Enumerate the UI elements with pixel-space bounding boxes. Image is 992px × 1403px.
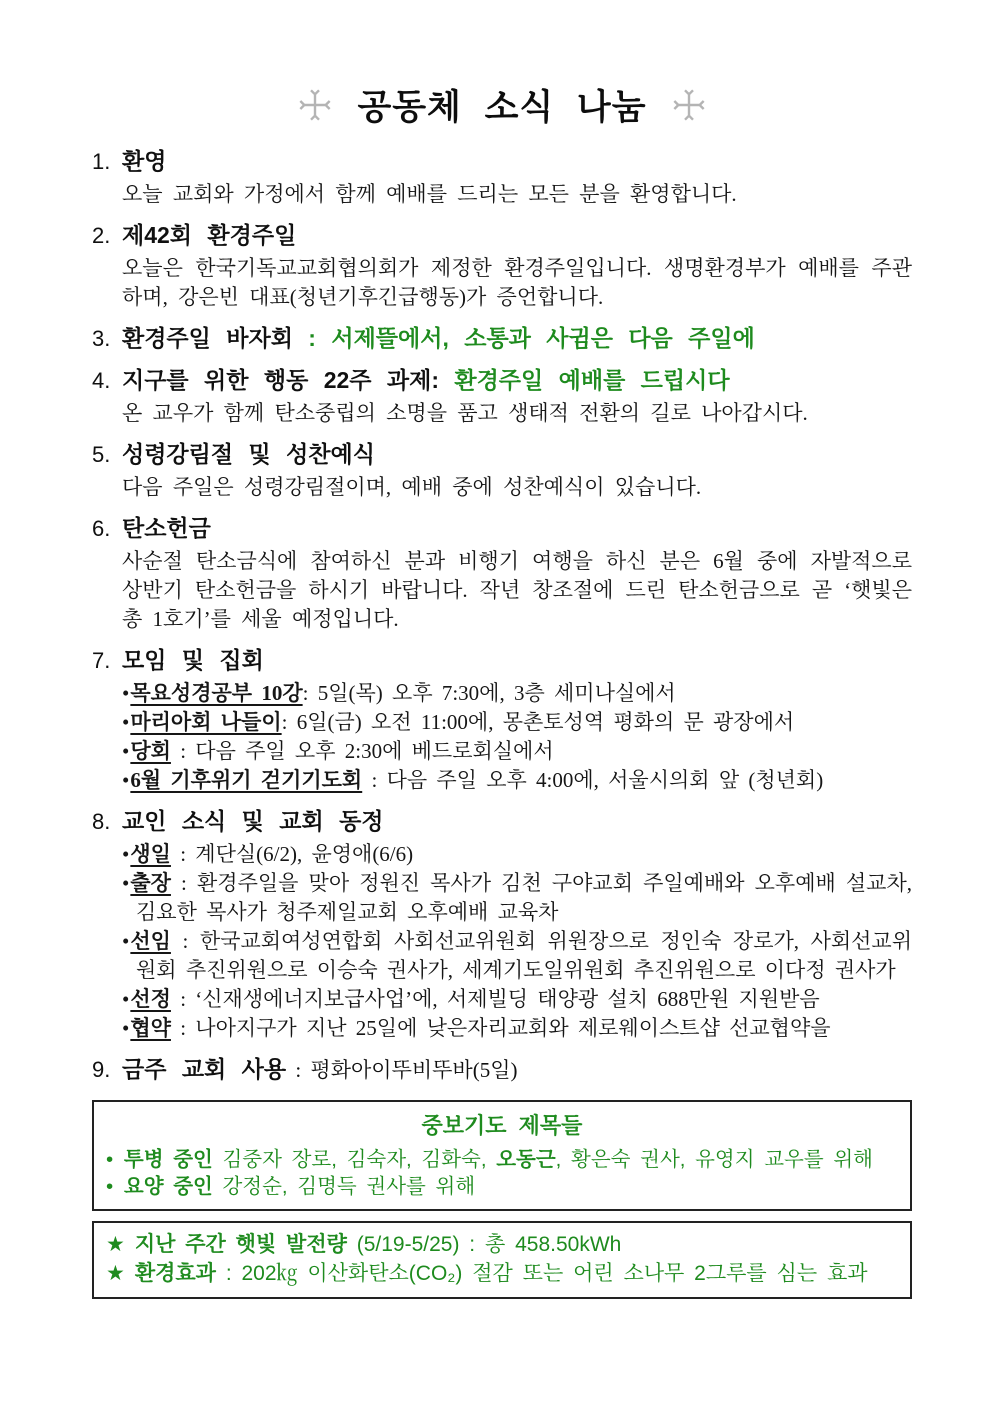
page-title: 공동체 소식 나눔 <box>357 88 647 127</box>
list-item <box>122 679 912 708</box>
item-heading: 금주 교회 사용 : 평화아이뚜비뚜바(5일) <box>122 1056 518 1082</box>
bullet-list <box>122 840 912 1043</box>
item-body: 온 교우가 함께 탄소중립의 소명을 품고 생태적 전환의 길로 나아갑시다. <box>122 401 808 425</box>
list-item <box>122 708 912 737</box>
item-heading-row <box>92 146 912 177</box>
item-heading: 탄소헌금 <box>122 515 211 541</box>
item-number: 4. <box>92 368 111 393</box>
item-heading-row <box>92 513 912 544</box>
bullet-list <box>122 679 912 795</box>
bullet-text: 계단실(6/2), 윤영애(6/6) <box>195 842 414 866</box>
bullet-icon: • <box>122 739 130 763</box>
list-item <box>122 985 912 1014</box>
list-item <box>122 869 912 927</box>
news-item-earth-action <box>92 365 912 428</box>
bullet-label: 협약 <box>130 1016 171 1040</box>
bullet-icon: • <box>122 987 130 1011</box>
bullet-text: 나아지구가 지난 25일에 낮은자리교회와 제로웨이스트샵 선교협약을 <box>195 1016 831 1040</box>
prayer-line: • 요양 중인 강정순, 김명득 권사를 위해 <box>106 1175 476 1198</box>
list-item <box>122 1014 912 1043</box>
bullet-text: 환경주일을 맞아 정원진 목사가 김천 구야교회 주일예배와 오후예배 설교차, 김요한 목사가 청주제일교회 오후예배 교육차 <box>136 871 912 924</box>
bullet-icon: • <box>122 1016 130 1040</box>
news-item-welcome <box>92 146 912 209</box>
news-item-pentecost <box>92 439 912 502</box>
item-heading: 지구를 위한 행동 22주 과제: 환경주일 예배를 드립시다 <box>122 367 730 393</box>
item-heading-green: : 서제뜰에서, 소통과 사귐은 다음 주일에 <box>292 325 755 351</box>
list-item <box>122 766 912 795</box>
bullet-icon: • <box>106 1175 114 1198</box>
solar-line: ★ 환경효과 : 202㎏ 이산화탄소(CO₂) 절감 또는 어린 소나무 2그루를 심는 효과 <box>106 1262 868 1285</box>
item-body: 오늘은 한국기독교교회협의회가 제정한 환경주일입니다. 생명환경부가 예배를 주관하며, 강은빈 대표(청년기후긴급행동)가 증언합니다. <box>122 256 912 309</box>
news-item-carbon-offering <box>92 513 912 634</box>
news-item-environment-sunday <box>92 220 912 312</box>
item-heading: 교인 소식 및 교회 동정 <box>122 808 384 834</box>
prayer-line: • 투병 중인 김중자 장로, 김숙자, 김화숙, 오동근, 황은숙 권사, 유영지 교우를 위해 <box>106 1148 873 1171</box>
bullet-sep: : <box>170 842 196 866</box>
bullet-sep: : <box>170 739 196 763</box>
news-item-member-news <box>92 806 912 1043</box>
news-item-meetings <box>92 645 912 795</box>
item-heading-row <box>92 365 912 396</box>
star-icon: ★ <box>106 1233 125 1256</box>
star-icon: ★ <box>106 1262 125 1285</box>
news-item-bazaar <box>92 323 912 354</box>
list-item <box>122 927 912 985</box>
item-body: 다음 주일은 성령강림절이며, 예배 중에 성찬예식이 있습니다. <box>122 475 702 499</box>
prayer-box <box>92 1100 912 1211</box>
bullet-icon: • <box>122 842 130 866</box>
bullet-sep: : <box>170 871 197 895</box>
cross-icon <box>673 89 705 121</box>
bullet-label: 선정 <box>130 987 171 1011</box>
bullet-text: 5일(목) 오후 7:30에, 3층 세미나실에서 <box>317 681 676 705</box>
solar-line: ★ 지난 주간 햇빛 발전량 (5/19-5/25) : 총 458.50kWh <box>106 1233 622 1256</box>
bullet-sep: : <box>170 1016 196 1040</box>
bullet-label: 당회 <box>130 739 171 763</box>
item-number: 1. <box>92 149 111 174</box>
item-heading-row <box>92 220 912 251</box>
bullet-icon: • <box>106 1148 114 1171</box>
item-number: 2. <box>92 223 111 248</box>
prayer-box-title: 중보기도 제목들 <box>421 1113 583 1138</box>
cross-icon <box>299 89 331 121</box>
bullet-sep: : <box>362 768 387 792</box>
bullet-icon: • <box>122 681 130 705</box>
bullet-text: ‘신재생에너지보급사업’에, 서제빌딩 태양광 설치 688만원 지원받음 <box>195 987 820 1011</box>
item-heading: 모임 및 집회 <box>122 647 264 673</box>
item-heading: 환영 <box>122 148 167 174</box>
bullet-label: 생일 <box>130 842 171 866</box>
list-item <box>122 840 912 869</box>
title-row <box>92 80 912 130</box>
item-number: 7. <box>92 648 111 673</box>
bullet-text: 다음 주일 오후 2:30에 베드로회실에서 <box>195 739 554 763</box>
item-heading-row <box>92 323 912 354</box>
bullet-icon: • <box>122 768 130 792</box>
solar-box <box>92 1221 912 1299</box>
item-heading-row <box>92 645 912 676</box>
item-number: 6. <box>92 516 111 541</box>
bullet-sep: : <box>302 681 318 705</box>
bullet-icon: • <box>122 710 130 734</box>
bullet-sep: : <box>170 987 196 1011</box>
bullet-text: 다음 주일 오후 4:00에, 서울시의회 앞 (청년회) <box>386 768 824 792</box>
item-heading: 성령강림절 및 성찬예식 <box>122 441 375 467</box>
item-heading-row <box>92 806 912 837</box>
list-item <box>122 737 912 766</box>
bullet-label: 마리아회 나들이 <box>130 710 282 734</box>
item-heading-row <box>92 439 912 470</box>
item-number: 9. <box>92 1057 111 1082</box>
item-body: 오늘 교회와 가정에서 함께 예배를 드리는 모든 분을 환영합니다. <box>122 182 737 206</box>
bullet-label: 선임 <box>130 929 171 953</box>
bullet-text: 한국교회여성연합회 사회선교위원회 위원장으로 정인숙 장로가, 사회선교위원회 추진위원으로 이승숙 권사가, 세계기도일위원회 추진위원으로 이다정 권사가 <box>136 929 912 982</box>
bullet-sep: : <box>170 929 200 953</box>
bullet-icon: • <box>122 871 130 895</box>
item-heading-green: 환경주일 예배를 드립시다 <box>438 367 730 393</box>
item-body: 사순절 탄소금식에 참여하신 분과 비행기 여행을 하신 분은 6월 중에 자발적으로 상반기 탄소헌금을 하시기 바랍니다. 작년 창조절에 드린 탄소헌금으로 곧 ‘햇빛은총 1호기’를 세울 예정입니다. <box>122 549 912 631</box>
item-number: 5. <box>92 442 111 467</box>
bullet-sep: : <box>281 710 297 734</box>
item-heading: 환경주일 바자회 : 서제뜰에서, 소통과 사귐은 다음 주일에 <box>122 325 755 351</box>
item-heading-row <box>92 1054 912 1086</box>
news-item-church-use <box>92 1054 912 1086</box>
bullet-icon: • <box>122 929 130 953</box>
bullet-label: 목요성경공부 10강 <box>130 681 303 705</box>
bullet-label: 6월 기후위기 걷기기도회 <box>130 768 363 792</box>
bullet-label: 출장 <box>130 871 171 895</box>
item-number: 8. <box>92 809 111 834</box>
item-heading-suffix: : 평화아이뚜비뚜바(5일) <box>286 1058 518 1082</box>
item-number: 3. <box>92 326 111 351</box>
item-heading: 제42회 환경주일 <box>122 222 297 248</box>
bullet-text: 6일(금) 오전 11:00에, 몽촌토성역 평화의 문 광장에서 <box>296 710 795 734</box>
